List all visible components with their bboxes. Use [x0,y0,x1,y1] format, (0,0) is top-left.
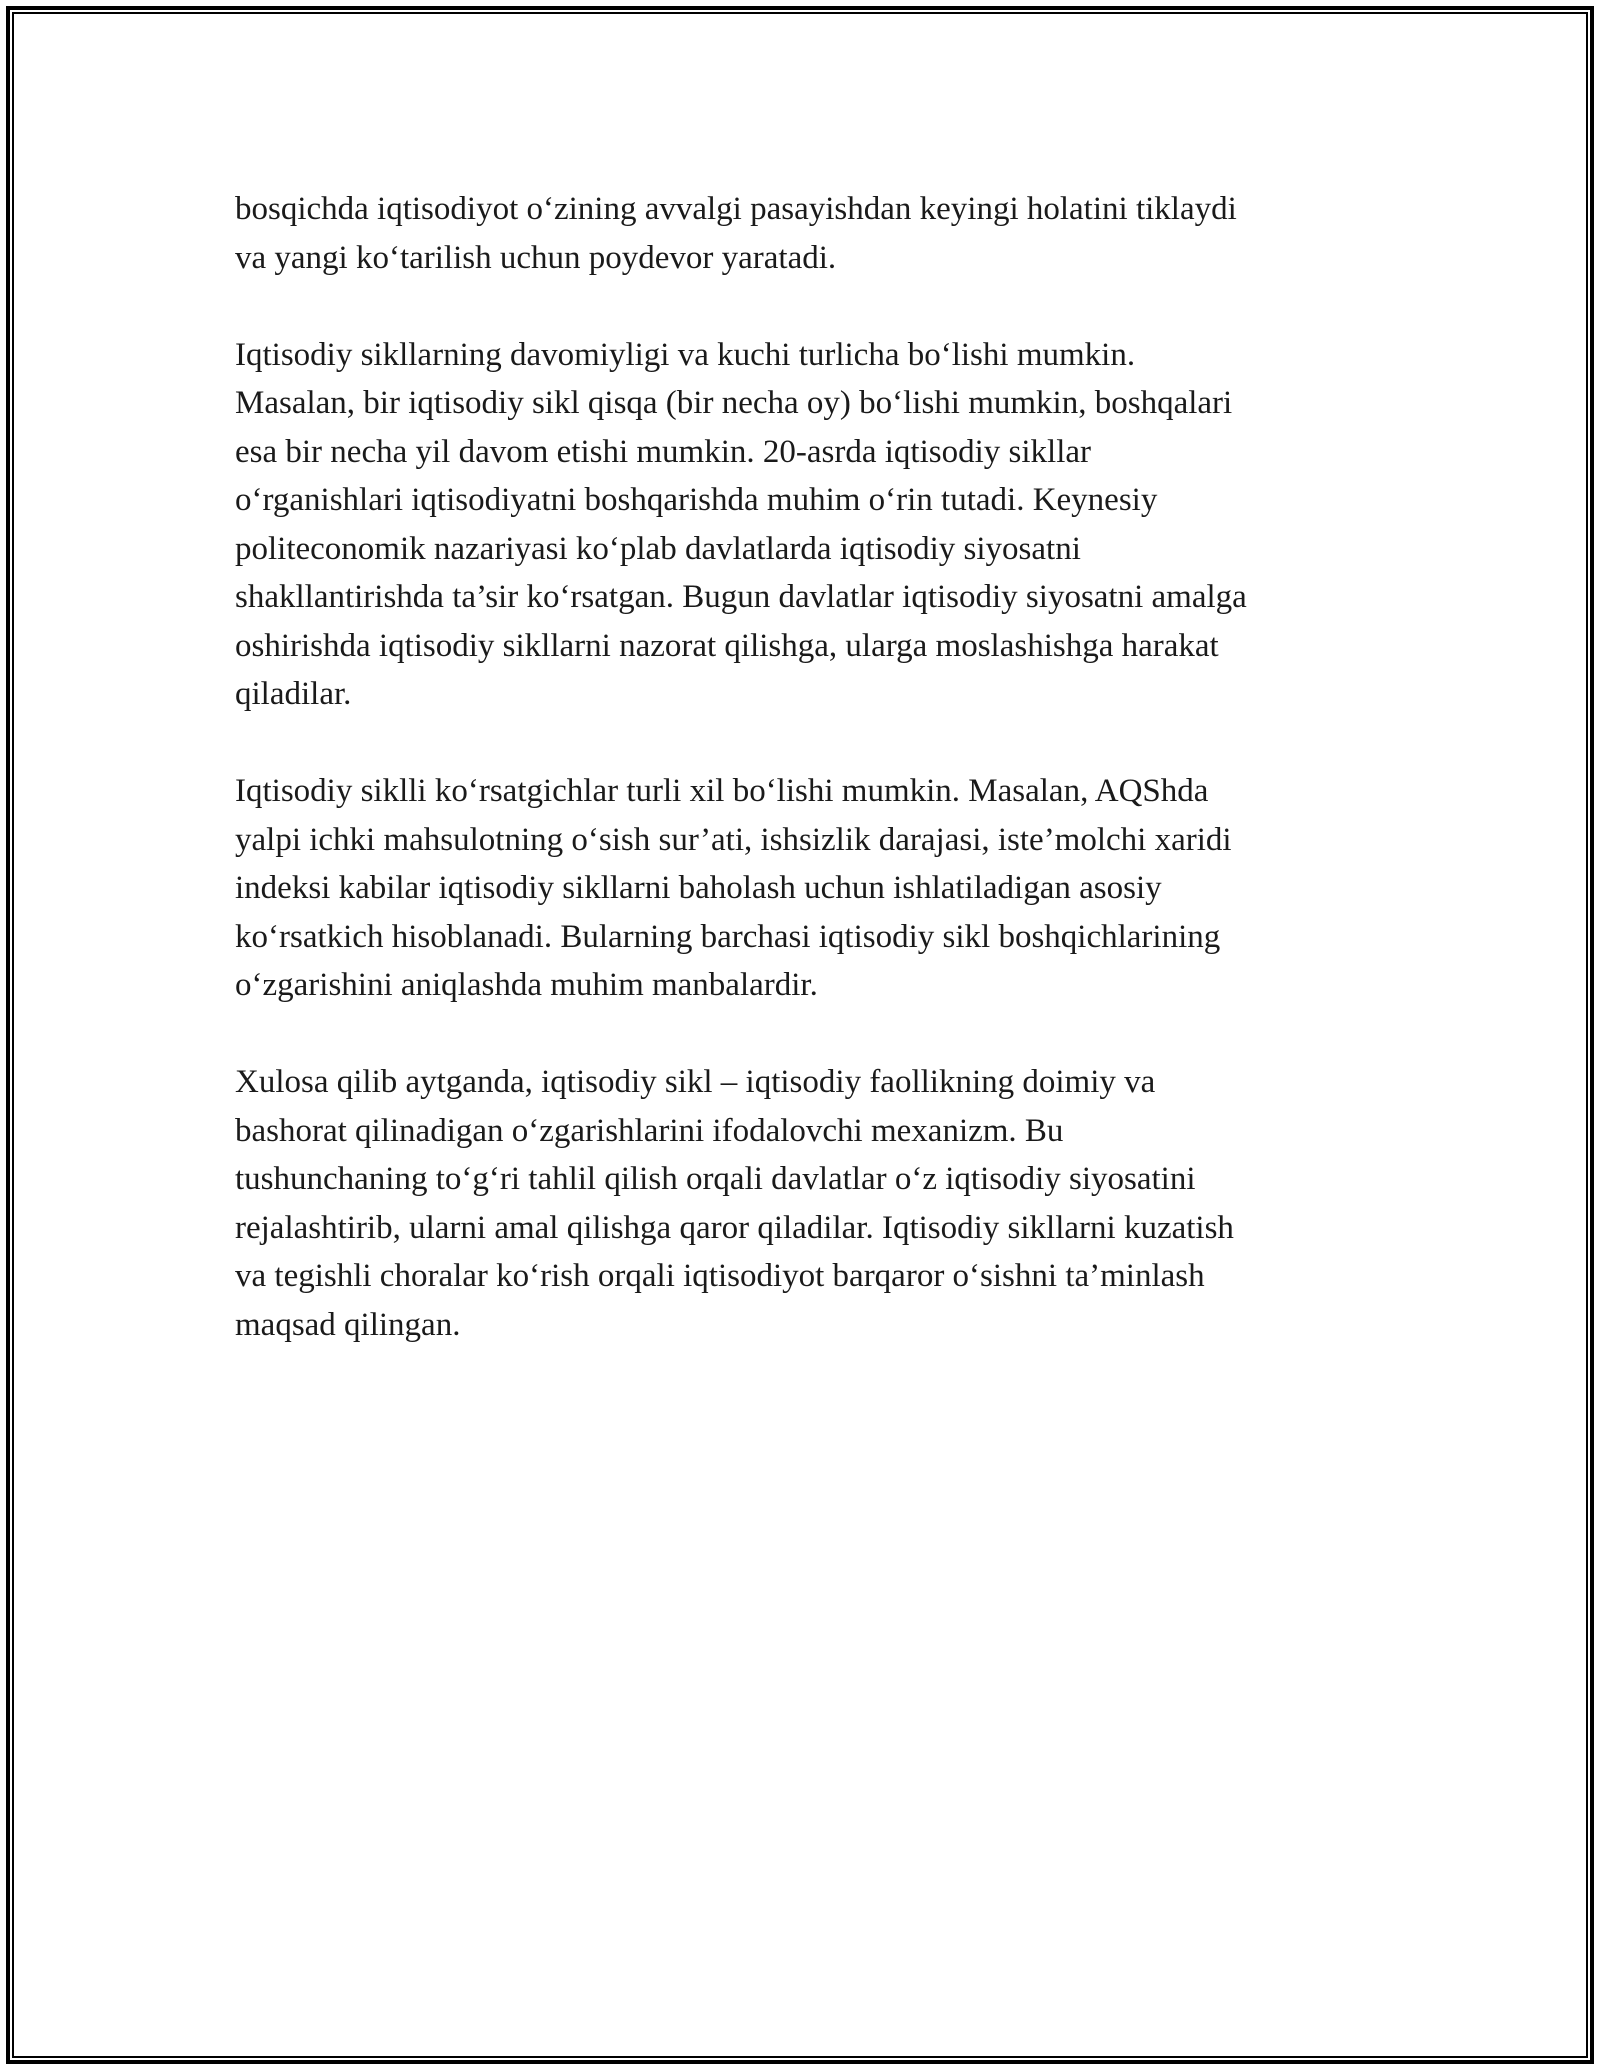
text-line: va yangi ko‘tarilish uchun poydevor yaratadi. [235,239,837,276]
text-line: o‘rganishlari iqtisodiyatni boshqarishda muhim o‘rin tutadi. Keynesiy [235,482,1158,518]
text-line: maqsad qilingan. [235,1306,461,1343]
text-line: yalpi ichki mahsulotning o‘sish sur’ati, ishsizlik darajasi, iste’molchi xaridi [235,821,1232,858]
text-line: shakllantirishda ta’sir ko‘rsatgan. Bugun davlatlar iqtisodiy siyosatni amalga [235,579,1247,615]
text-line: Xulosa qilib aytganda, iqtisodiy sikl – iqtisodiy faollikning doimiy va [235,1064,1156,1100]
paragraph-4 [235,1058,1370,1349]
text-line: indeksi kabilar iqtisodiy sikllarni baholash uchun ishlatiladigan asosiy [235,870,1162,906]
text-line: ko‘rsatkich hisoblanadi. Bularning barchasi iqtisodiy sikl boshqichlarining [235,918,1221,955]
text-line: o‘zgarishini aniqlashda muhim manbalardir. [235,967,818,1003]
text-line: bashorat qilinadigan o‘zgarishlarini ifodalovchi mexanizm. Bu [235,1112,1064,1149]
document-body [235,185,1370,1398]
text-line: tushunchaning to‘g‘ri tahlil qilish orqali davlatlar o‘z iqtisodiy siyosatini [235,1161,1196,1197]
text-line: esa bir necha yil davom etishi mumkin. 20-asrda iqtisodiy sikllar [235,433,1092,470]
text-line: qiladilar. [235,676,352,712]
text-line: rejalashtirib, ularni amal qilishga qaror qiladilar. Iqtisodiy sikllarni kuzatish [235,1209,1234,1246]
text-line: politeconomik nazariyasi ko‘plab davlatlarda iqtisodiy siyosatni [235,530,1081,567]
paragraph-2 [235,331,1370,719]
text-line: oshirishda iqtisodiy sikllarni nazorat qilishga, ularga moslashishga harakat [235,627,1219,664]
text-line: Iqtisodiy sikllarning davomiyligi va kuchi turlicha bo‘lishi mumkin. [235,336,1136,373]
text-line: va tegishli choralar ko‘rish orqali iqtisodiyot barqaror o‘sishni ta’minlash [235,1258,1205,1294]
text-line: bosqichda iqtisodiyot o‘zining avvalgi pasayishdan keyingi holatini tiklaydi [235,191,1237,227]
paragraph-3 [235,767,1370,1010]
text-line: Masalan, bir iqtisodiy sikl qisqa (bir necha oy) bo‘lishi mumkin, boshqalari [235,385,1233,421]
text-line: Iqtisodiy siklli ko‘rsatgichlar turli xil bo‘lishi mumkin. Masalan, AQShda [235,773,1209,809]
paragraph-1 [235,185,1370,282]
